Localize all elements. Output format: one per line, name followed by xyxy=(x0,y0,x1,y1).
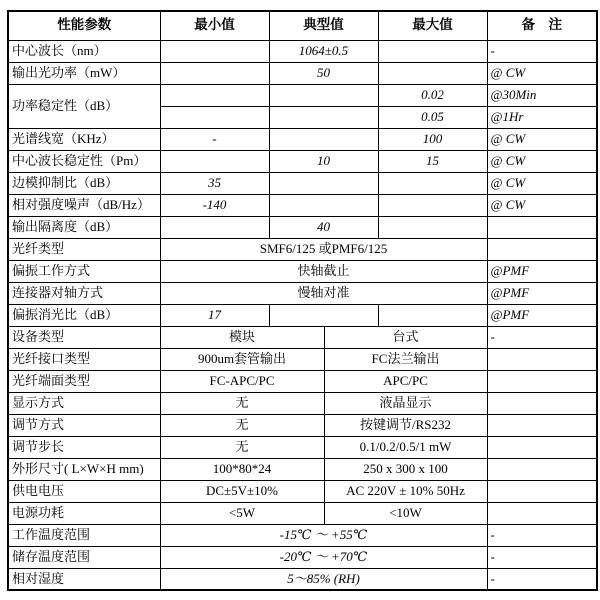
param-label: 功率稳定性（dB） xyxy=(8,84,160,128)
value-cell xyxy=(269,128,378,150)
remark-cell xyxy=(487,458,597,480)
value-cell xyxy=(378,62,487,84)
remark-cell: @1Hr xyxy=(487,106,597,128)
table-row xyxy=(8,502,597,524)
table-row xyxy=(8,370,597,392)
value-cell xyxy=(160,216,269,238)
value-cell: 5～85% (RH) xyxy=(160,568,487,590)
remark-cell xyxy=(487,238,597,260)
param-label: 供电电压 xyxy=(8,480,160,502)
column-header: 性能参数 xyxy=(8,11,160,40)
value-cell xyxy=(269,106,378,128)
remark-cell: @ CW xyxy=(487,194,597,216)
column-header: 典型值 xyxy=(269,11,378,40)
table-row xyxy=(8,128,597,150)
table-row xyxy=(8,62,597,84)
remark-cell: @PMF xyxy=(487,260,597,282)
value-cell: 10 xyxy=(269,150,378,172)
param-label: 光纤类型 xyxy=(8,238,160,260)
remark-cell: @30Min xyxy=(487,84,597,106)
value-cell xyxy=(269,304,378,326)
table-row xyxy=(8,480,597,502)
column-header: 备 注 xyxy=(487,11,597,40)
remark-cell: @ CW xyxy=(487,172,597,194)
param-label: 输出光功率（mW） xyxy=(8,62,160,84)
value-cell: 台式 xyxy=(324,326,487,348)
param-label: 光纤端面类型 xyxy=(8,370,160,392)
param-label: 偏振消光比（dB） xyxy=(8,304,160,326)
remark-cell: - xyxy=(487,326,597,348)
param-label: 边模抑制比（dB） xyxy=(8,172,160,194)
table-row xyxy=(8,194,597,216)
remark-cell xyxy=(487,414,597,436)
value-cell: FC法兰输出 xyxy=(324,348,487,370)
value-cell xyxy=(269,84,378,106)
header-row xyxy=(8,11,597,40)
value-cell xyxy=(269,172,378,194)
param-label: 外形尺寸( L×W×H mm) xyxy=(8,458,160,480)
remark-cell xyxy=(487,502,597,524)
table-row xyxy=(8,458,597,480)
table-row xyxy=(8,84,597,106)
remark-cell: @PMF xyxy=(487,304,597,326)
value-cell: 40 xyxy=(269,216,378,238)
value-cell: 液晶显示 xyxy=(324,392,487,414)
param-label: 设备类型 xyxy=(8,326,160,348)
value-cell: <10W xyxy=(324,502,487,524)
remark-cell: @ CW xyxy=(487,150,597,172)
table-row xyxy=(8,238,597,260)
value-cell: AC 220V ± 10% 50Hz xyxy=(324,480,487,502)
remark-cell xyxy=(487,436,597,458)
value-cell: <5W xyxy=(160,502,324,524)
value-cell: 17 xyxy=(160,304,269,326)
value-cell: - xyxy=(160,128,269,150)
value-cell: 快轴截止 xyxy=(160,260,487,282)
param-label: 相对湿度 xyxy=(8,568,160,590)
remark-cell: - xyxy=(487,524,597,546)
value-cell xyxy=(378,172,487,194)
spec-table-body xyxy=(8,40,597,590)
value-cell: APC/PC xyxy=(324,370,487,392)
table-row xyxy=(8,348,597,370)
remark-cell: - xyxy=(487,568,597,590)
remark-cell: - xyxy=(487,546,597,568)
table-row xyxy=(8,40,597,62)
remark-cell xyxy=(487,392,597,414)
table-row xyxy=(8,304,597,326)
value-cell: 900um套管输出 xyxy=(160,348,324,370)
value-cell xyxy=(160,106,269,128)
table-row xyxy=(8,282,597,304)
value-cell xyxy=(378,40,487,62)
column-header: 最大值 xyxy=(378,11,487,40)
value-cell: 50 xyxy=(269,62,378,84)
table-row xyxy=(8,392,597,414)
value-cell: 35 xyxy=(160,172,269,194)
value-cell: 15 xyxy=(378,150,487,172)
value-cell: -20℃ ～ +70℃ xyxy=(160,546,487,568)
table-row xyxy=(8,546,597,568)
table-row xyxy=(8,172,597,194)
value-cell xyxy=(160,62,269,84)
value-cell xyxy=(160,150,269,172)
remark-cell: @PMF xyxy=(487,282,597,304)
param-label: 调节方式 xyxy=(8,414,160,436)
param-label: 中心波长稳定性（Pm） xyxy=(8,150,160,172)
table-row xyxy=(8,568,597,590)
value-cell: 无 xyxy=(160,436,324,458)
table-row xyxy=(8,216,597,238)
value-cell: 100*80*24 xyxy=(160,458,324,480)
spec-table xyxy=(7,10,598,591)
value-cell: 0.05 xyxy=(378,106,487,128)
value-cell xyxy=(378,194,487,216)
param-label: 相对强度噪声（dB/Hz） xyxy=(8,194,160,216)
value-cell: 模块 xyxy=(160,326,324,348)
table-row xyxy=(8,436,597,458)
value-cell: 1064±0.5 xyxy=(269,40,378,62)
param-label: 偏振工作方式 xyxy=(8,260,160,282)
value-cell: -140 xyxy=(160,194,269,216)
column-header: 最小值 xyxy=(160,11,269,40)
value-cell: -15℃ ～ +55℃ xyxy=(160,524,487,546)
remark-cell: @ CW xyxy=(487,62,597,84)
remark-cell xyxy=(487,216,597,238)
param-label: 光谱线宽（KHz） xyxy=(8,128,160,150)
value-cell xyxy=(378,304,487,326)
param-label: 连接器对轴方式 xyxy=(8,282,160,304)
value-cell: 0.1/0.2/0.5/1 mW xyxy=(324,436,487,458)
param-label: 输出隔离度（dB） xyxy=(8,216,160,238)
param-label: 储存温度范围 xyxy=(8,546,160,568)
remark-cell: - xyxy=(487,40,597,62)
param-label: 显示方式 xyxy=(8,392,160,414)
value-cell xyxy=(378,216,487,238)
value-cell xyxy=(160,40,269,62)
value-cell: 按键调节/RS232 xyxy=(324,414,487,436)
param-label: 工作温度范围 xyxy=(8,524,160,546)
remark-cell xyxy=(487,370,597,392)
table-row xyxy=(8,260,597,282)
table-row xyxy=(8,150,597,172)
param-label: 调节步长 xyxy=(8,436,160,458)
table-row xyxy=(8,414,597,436)
value-cell xyxy=(269,194,378,216)
table-row xyxy=(8,524,597,546)
value-cell: 100 xyxy=(378,128,487,150)
param-label: 光纤接口类型 xyxy=(8,348,160,370)
value-cell: 250 x 300 x 100 xyxy=(324,458,487,480)
remark-cell xyxy=(487,480,597,502)
param-label: 电源功耗 xyxy=(8,502,160,524)
remark-cell: @ CW xyxy=(487,128,597,150)
remark-cell xyxy=(487,348,597,370)
value-cell: FC-APC/PC xyxy=(160,370,324,392)
value-cell: 无 xyxy=(160,392,324,414)
value-cell: 0.02 xyxy=(378,84,487,106)
value-cell: DC±5V±10% xyxy=(160,480,324,502)
value-cell xyxy=(160,84,269,106)
value-cell: 无 xyxy=(160,414,324,436)
param-label: 中心波长（nm） xyxy=(8,40,160,62)
value-cell: SMF6/125 或PMF6/125 xyxy=(160,238,487,260)
table-row xyxy=(8,326,597,348)
value-cell: 慢轴对准 xyxy=(160,282,487,304)
